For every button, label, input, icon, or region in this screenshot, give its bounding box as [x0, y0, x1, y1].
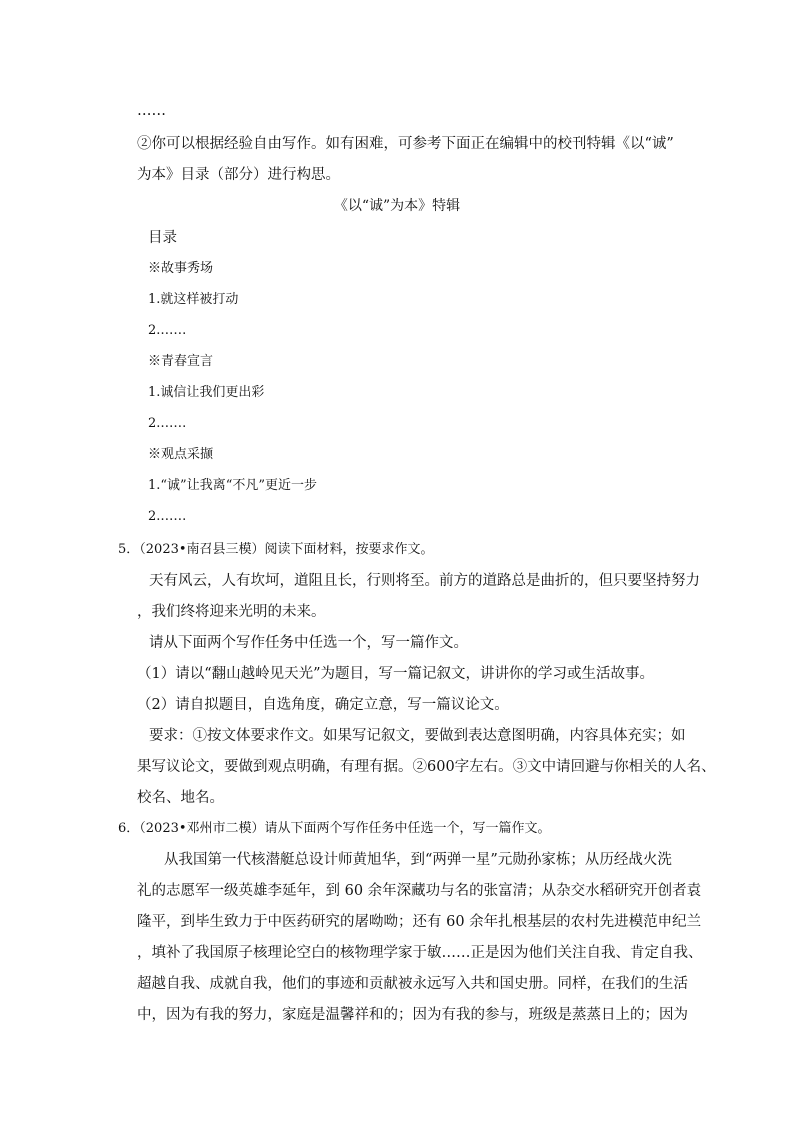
toc-item: 2.……: [148, 416, 187, 431]
toc-item: ※故事秀场: [148, 261, 214, 276]
q6-line: ，填补了我国原子核理论空白的核物理学家于敏……正是因为他们关注自我、肯定自我、: [137, 945, 703, 961]
q5-line: （1）请以“翻山越岭见天光”为题目，写一篇记叙文，讲讲你的学习或生活故事。: [137, 666, 655, 682]
toc-item: 1.就这样被打动: [148, 292, 239, 307]
q5-line: 果写议论文，要做到观点明确，有理有据。②600字左右。③文中请回避与你相关的人名、: [137, 759, 716, 775]
q6-line: 隆平，到毕生致力于中医药研究的屠呦呦；还有 60 余年扎根基层的农村先进模范申纪兰: [137, 914, 702, 930]
q5-line: 校名、地名。: [137, 790, 224, 806]
q5-line: 要求：①按文体要求作文。如果写记叙文，要做到表达意图明确，内容具体充实；如: [149, 728, 686, 744]
question-5-header: 5．（2023•南召县三模）阅读下面材料，按要求作文。: [118, 542, 434, 557]
toc-heading: 目录: [148, 230, 177, 246]
feature-title: 《以“诚”为本》特辑: [333, 198, 461, 214]
toc-item: ※青春宣言: [148, 354, 214, 369]
toc-item: ※观点采撷: [148, 447, 214, 462]
q6-line: 超越自我、成就自我，他们的事迹和贡献被永远写入共和国史册。同样，在我们的生活: [137, 976, 688, 992]
question-6-header: 6．（2023•邓州市二模）请从下面两个写作任务中任选一个，写一篇作文。: [118, 821, 551, 836]
q5-line: 请从下面两个写作任务中任选一个，写一篇作文。: [149, 635, 468, 651]
tip-line-2: 为本》目录（部分）进行构思。: [137, 167, 340, 183]
q5-line: 天有风云，人有坎坷，道阻且长，行则将至。前方的道路总是曲折的，但只要坚持努力: [149, 573, 700, 589]
q6-line: 从我国第一代核潜艇总设计师黄旭华，到“两弹一星”元勋孙家栋；从历经战火洗: [164, 852, 672, 868]
toc-item: 2.……: [148, 323, 187, 338]
q6-line: 中，因为有我的努力，家庭是温馨祥和的；因为有我的参与，班级是蒸蒸日上的；因为: [137, 1007, 688, 1023]
tip-line-1: ②你可以根据经验自由写作。如有困难，可参考下面正在编辑中的校刊特辑《以“诚”: [137, 136, 674, 152]
q5-line: ，我们终将迎来光明的未来。: [137, 604, 326, 620]
toc-item: 2.……: [148, 509, 187, 524]
toc-item: 1.“诚”让我离“不凡”更近一步: [148, 478, 317, 493]
ellipsis-line: ……: [137, 103, 166, 119]
q6-line: 礼的志愿军一级英雄李延年，到 60 余年深藏功与名的张富清；从杂交水稻研究开创者袁: [137, 883, 702, 899]
toc-item: 1.诚信让我们更出彩: [148, 385, 265, 400]
q5-line: （2）请自拟题目，自选角度，确定立意，写一篇议论文。: [137, 697, 509, 713]
